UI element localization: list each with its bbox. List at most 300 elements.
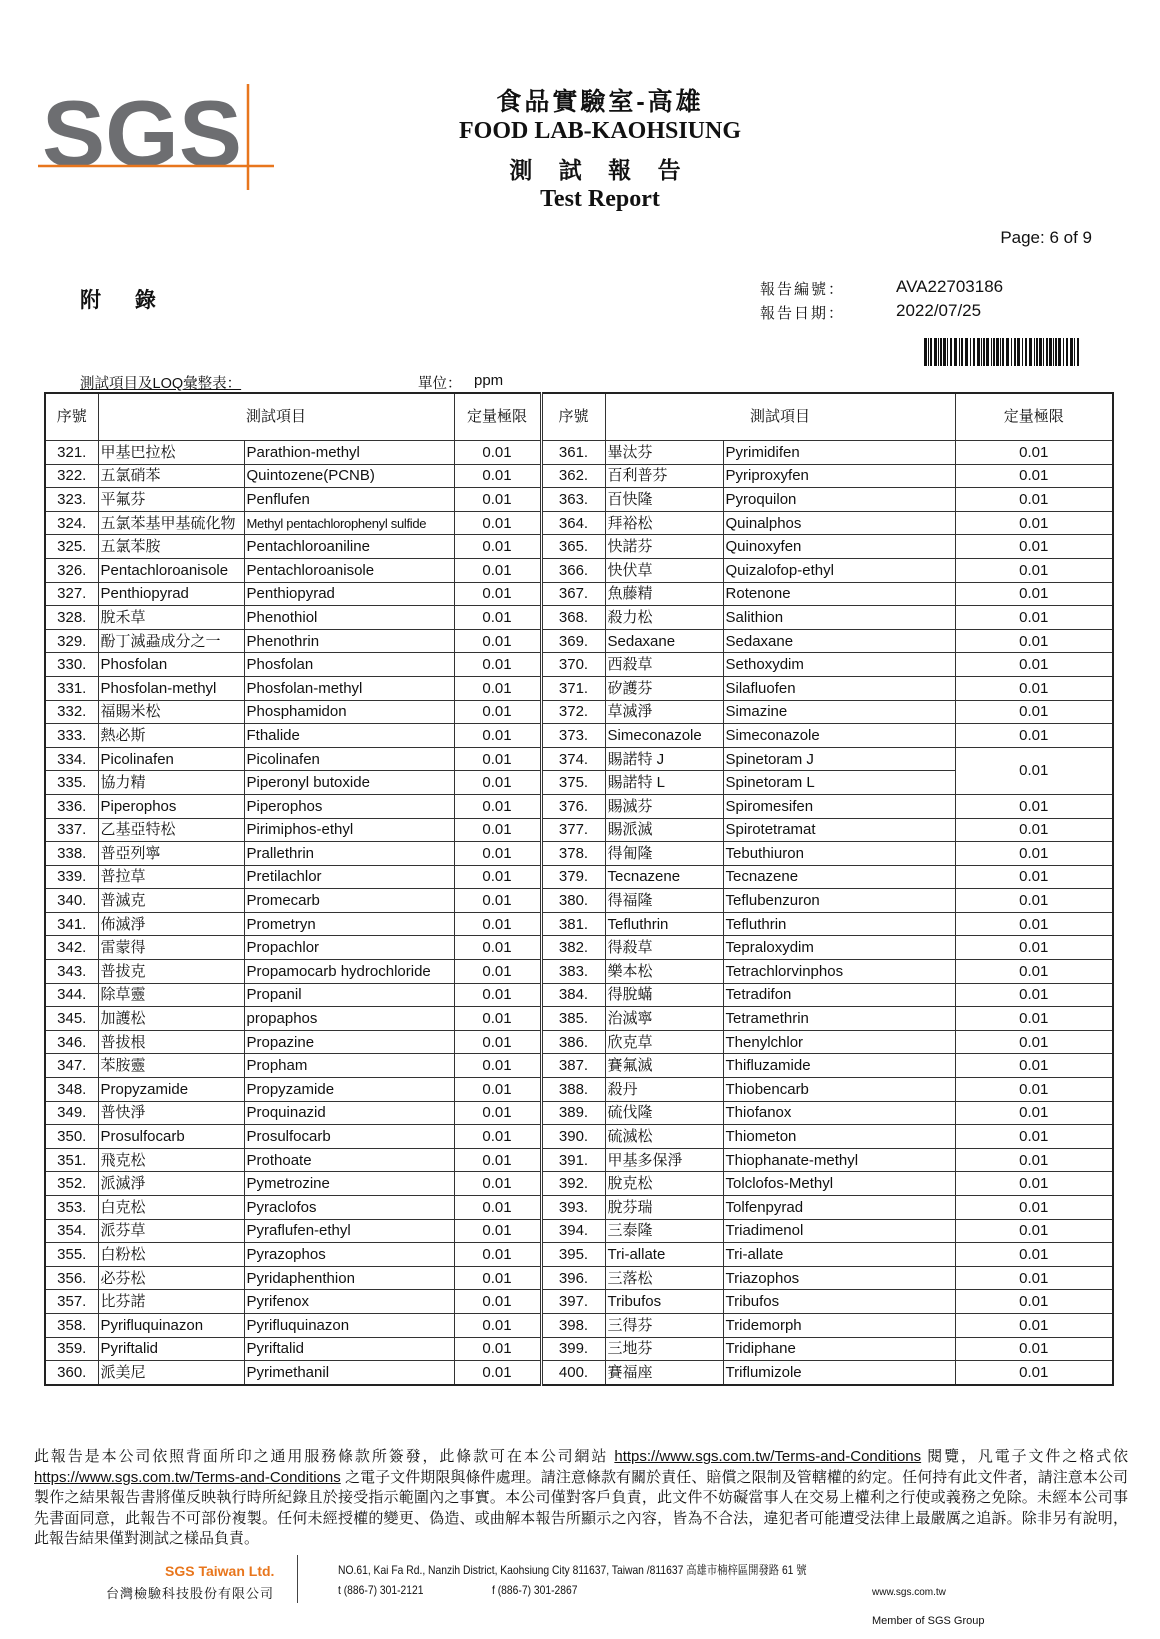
row-number: 396. (541, 1266, 605, 1290)
row-number: 357. (45, 1290, 98, 1314)
item-name-zh: 畢汰芬 (605, 441, 723, 465)
row-number: 378. (541, 842, 605, 866)
item-name-en: Tepraloxydim (723, 936, 955, 960)
report-date-label: 報告日期： (760, 305, 846, 322)
item-name-en: Salithion (723, 606, 955, 630)
row-number: 328. (45, 606, 98, 630)
item-name-zh: 得殺草 (605, 936, 723, 960)
item-name-en: Spirotetramat (723, 818, 955, 842)
unit-value: ppm (474, 372, 504, 389)
row-number: 352. (45, 1172, 98, 1196)
table-row (45, 771, 1113, 795)
loq-value: 0.01 (955, 1219, 1113, 1243)
item-name-zh: 得匍隆 (605, 842, 723, 866)
loq-value: 0.01 (955, 1054, 1113, 1078)
item-name-en: Thenylchlor (723, 1030, 955, 1054)
row-number: 385. (541, 1007, 605, 1031)
table-row (45, 1196, 1113, 1220)
item-name-zh: 五氯苯胺 (98, 535, 244, 559)
row-number: 334. (45, 747, 98, 771)
item-name-zh: 白克松 (98, 1196, 244, 1220)
item-name-zh: 魚藤精 (605, 582, 723, 606)
item-name-zh: 普拔克 (98, 960, 244, 984)
item-name-en: Tridiphane (723, 1337, 955, 1361)
item-name-zh: 硫伐隆 (605, 1101, 723, 1125)
item-name-en: Tolclofos-Methyl (723, 1172, 955, 1196)
item-name-zh: 佈滅淨 (98, 912, 244, 936)
row-number: 323. (45, 488, 98, 512)
item-name-en: Promecarb (244, 889, 454, 913)
item-name-en: Prothoate (244, 1148, 454, 1172)
loq-value: 0.01 (955, 1290, 1113, 1314)
loq-value: 0.01 (454, 1361, 541, 1385)
row-number: 327. (45, 582, 98, 606)
loq-value: 0.01 (955, 1266, 1113, 1290)
row-number: 333. (45, 724, 98, 748)
item-name-zh: 快伏草 (605, 558, 723, 582)
item-name-zh: 苯胺靈 (98, 1054, 244, 1078)
item-name-en: Thiometon (723, 1125, 955, 1149)
item-name-en: Picolinafen (244, 747, 454, 771)
loq-value: 0.01 (454, 511, 541, 535)
item-name-en: Pentachloroanisole (244, 558, 454, 582)
loq-value: 0.01 (454, 1313, 541, 1337)
item-name-zh: 乙基亞特松 (98, 818, 244, 842)
row-number: 400. (541, 1361, 605, 1385)
table-row (45, 889, 1113, 913)
row-number: 388. (541, 1078, 605, 1102)
loq-value: 0.01 (955, 983, 1113, 1007)
row-number: 338. (45, 842, 98, 866)
item-name-en: Pyrimidifen (723, 441, 955, 465)
table-row (45, 1290, 1113, 1314)
row-number: 390. (541, 1125, 605, 1149)
table-row (45, 1313, 1113, 1337)
company-tel: t (886-7) 301-2121 (338, 1583, 424, 1597)
table-row (45, 1172, 1113, 1196)
item-name-zh: 脫芬瑞 (605, 1196, 723, 1220)
item-name-zh: 普拔根 (98, 1030, 244, 1054)
table-row (45, 464, 1113, 488)
loq-value: 0.01 (454, 960, 541, 984)
row-number: 368. (541, 606, 605, 630)
table-row (45, 960, 1113, 984)
row-number: 329. (45, 629, 98, 653)
row-number: 391. (541, 1148, 605, 1172)
item-name-en: Rotenone (723, 582, 955, 606)
item-name-en: Methyl pentachlorophenyl sulfide (244, 511, 454, 535)
loq-value: 0.01 (955, 606, 1113, 630)
row-number: 367. (541, 582, 605, 606)
item-name-zh: 比芬諾 (98, 1290, 244, 1314)
row-number: 379. (541, 865, 605, 889)
item-name-en: Prometryn (244, 912, 454, 936)
item-name-en: Thiobencarb (723, 1078, 955, 1102)
terms-text-1: 此報告是本公司依照背面所印之通用服務條款所簽發，此條款可在本公司網站 (34, 1448, 615, 1465)
row-number: 322. (45, 464, 98, 488)
row-number: 330. (45, 653, 98, 677)
row-number: 363. (541, 488, 605, 512)
table-header-row (45, 393, 1113, 441)
row-number: 337. (45, 818, 98, 842)
loq-value: 0.01 (454, 464, 541, 488)
loq-value: 0.01 (454, 653, 541, 677)
row-number: 324. (45, 511, 98, 535)
loq-table (44, 392, 1114, 1386)
item-name-zh: Phosfolan (98, 653, 244, 677)
report-title-zh: 測 試 報 告 (509, 157, 691, 183)
item-name-en: Triazophos (723, 1266, 955, 1290)
item-name-en: Propham (244, 1054, 454, 1078)
table-row (45, 983, 1113, 1007)
row-number: 375. (541, 771, 605, 795)
item-name-zh: 得福隆 (605, 889, 723, 913)
item-name-zh: Penthiopyrad (98, 582, 244, 606)
item-name-en: Tribufos (723, 1290, 955, 1314)
row-number: 354. (45, 1219, 98, 1243)
row-number: 350. (45, 1125, 98, 1149)
loq-value: 0.01 (955, 794, 1113, 818)
item-name-zh: 硫滅松 (605, 1125, 723, 1149)
item-name-zh: 福賜米松 (98, 700, 244, 724)
table-row (45, 582, 1113, 606)
loq-value: 0.01 (955, 700, 1113, 724)
item-name-zh: 治滅寧 (605, 1007, 723, 1031)
loq-value: 0.01 (454, 818, 541, 842)
loq-value: 0.01 (955, 818, 1113, 842)
loq-value: 0.01 (955, 724, 1113, 748)
row-number: 362. (541, 464, 605, 488)
item-name-zh: 拜裕松 (605, 511, 723, 535)
item-name-en: Spiromesifen (723, 794, 955, 818)
loq-value: 0.01 (454, 1243, 541, 1267)
item-name-zh: 普快淨 (98, 1101, 244, 1125)
row-number: 386. (541, 1030, 605, 1054)
barcode (924, 338, 1082, 366)
item-name-en: Propanil (244, 983, 454, 1007)
item-name-en: Phenothrin (244, 629, 454, 653)
loq-value: 0.01 (454, 606, 541, 630)
row-number: 365. (541, 535, 605, 559)
loq-value: 0.01 (955, 1125, 1113, 1149)
company-name-zh: 台灣檢驗科技股份有限公司 (106, 1586, 275, 1601)
item-name-en: Quinoxyfen (723, 535, 955, 559)
row-number: 346. (45, 1030, 98, 1054)
sgs-logo (38, 84, 290, 190)
table-row (45, 535, 1113, 559)
item-name-zh: 白粉松 (98, 1243, 244, 1267)
row-number: 355. (45, 1243, 98, 1267)
table-row (45, 488, 1113, 512)
report-date: 2022/07/25 (896, 301, 982, 320)
row-number: 349. (45, 1101, 98, 1125)
item-name-zh: 雷蒙得 (98, 936, 244, 960)
item-name-zh: 甲基多保淨 (605, 1148, 723, 1172)
item-name-zh: Pyriftalid (98, 1337, 244, 1361)
loq-value: 0.01 (955, 1337, 1113, 1361)
table-row (45, 912, 1113, 936)
loq-value: 0.01 (955, 747, 1113, 794)
loq-value: 0.01 (955, 1101, 1113, 1125)
item-name-zh: Simeconazole (605, 724, 723, 748)
loq-value: 0.01 (454, 1219, 541, 1243)
item-name-en: Triadimenol (723, 1219, 955, 1243)
row-number: 359. (45, 1337, 98, 1361)
item-name-en: Proquinazid (244, 1101, 454, 1125)
item-name-en: Phosphamidon (244, 700, 454, 724)
item-name-en: Pyrifluquinazon (244, 1313, 454, 1337)
item-name-en: Pyraclofos (244, 1196, 454, 1220)
row-number: 340. (45, 889, 98, 913)
item-name-zh: 百利普芬 (605, 464, 723, 488)
row-number: 393. (541, 1196, 605, 1220)
item-name-zh: 快諾芬 (605, 535, 723, 559)
table-row (45, 1243, 1113, 1267)
loq-value: 0.01 (454, 1030, 541, 1054)
row-number: 353. (45, 1196, 98, 1220)
item-name-en: Tebuthiuron (723, 842, 955, 866)
row-number: 361. (541, 441, 605, 465)
item-name-en: Pretilachlor (244, 865, 454, 889)
item-name-zh: 協力精 (98, 771, 244, 795)
item-name-en: Prallethrin (244, 842, 454, 866)
table-row (45, 936, 1113, 960)
item-name-en: Phosfolan-methyl (244, 676, 454, 700)
loq-value: 0.01 (454, 1172, 541, 1196)
item-name-en: Spinetoram L (723, 771, 955, 795)
loq-value: 0.01 (955, 1007, 1113, 1031)
table-row (45, 676, 1113, 700)
item-name-zh: 賜派滅 (605, 818, 723, 842)
table-row (45, 700, 1113, 724)
table-row (45, 865, 1113, 889)
page-number: Page: 6 of 9 (1000, 228, 1092, 247)
item-name-zh: Tri-allate (605, 1243, 723, 1267)
item-name-zh: 賜滅芬 (605, 794, 723, 818)
table-row (45, 653, 1113, 677)
loq-value: 0.01 (955, 960, 1113, 984)
table-row (45, 511, 1113, 535)
table-row (45, 629, 1113, 653)
table-row (45, 1007, 1113, 1031)
terms-link-2[interactable]: https://www.sgs.com.tw/Terms-and-Conditions (34, 1468, 341, 1486)
table-row (45, 1125, 1113, 1149)
item-name-en: Tefluthrin (723, 912, 955, 936)
item-name-zh: 甲基巴拉松 (98, 441, 244, 465)
item-name-zh: 西殺草 (605, 653, 723, 677)
item-name-zh: 三地芬 (605, 1337, 723, 1361)
row-number: 347. (45, 1054, 98, 1078)
row-number: 381. (541, 912, 605, 936)
row-number: 372. (541, 700, 605, 724)
item-name-zh: 草滅淨 (605, 700, 723, 724)
loq-value: 0.01 (955, 1196, 1113, 1220)
item-name-zh: 殺力松 (605, 606, 723, 630)
row-number: 342. (45, 936, 98, 960)
item-name-en: Thifluzamide (723, 1054, 955, 1078)
loq-value: 0.01 (955, 889, 1113, 913)
unit-label: 單位： (418, 376, 462, 392)
item-name-en: Tetradifon (723, 983, 955, 1007)
loq-value: 0.01 (955, 464, 1113, 488)
item-name-zh: 五氯苯基甲基硫化物 (98, 511, 244, 535)
row-number: 382. (541, 936, 605, 960)
item-name-en: Simazine (723, 700, 955, 724)
item-name-en: Quintozene(PCNB) (244, 464, 454, 488)
loq-value: 0.01 (454, 1054, 541, 1078)
row-number: 397. (541, 1290, 605, 1314)
item-name-en: Simeconazole (723, 724, 955, 748)
table-row (45, 1030, 1113, 1054)
loq-value: 0.01 (955, 441, 1113, 465)
loq-value: 0.01 (454, 724, 541, 748)
member-of-group: Member of SGS Group (872, 1615, 985, 1627)
item-name-en: Triflumizole (723, 1361, 955, 1385)
row-number: 384. (541, 983, 605, 1007)
row-number: 399. (541, 1337, 605, 1361)
row-number: 351. (45, 1148, 98, 1172)
item-name-en: Quinalphos (723, 511, 955, 535)
item-name-en: Propamocarb hydrochloride (244, 960, 454, 984)
item-name-zh: 加護松 (98, 1007, 244, 1031)
lab-name-zh: 食品實驗室-高雄 (496, 88, 704, 116)
item-name-zh: 派芬草 (98, 1219, 244, 1243)
item-name-en: Tri-allate (723, 1243, 955, 1267)
loq-value: 0.01 (955, 535, 1113, 559)
terms-text-2: 閱覽，凡電子文件之格式依 (921, 1448, 1129, 1465)
item-name-en: Sethoxydim (723, 653, 955, 677)
item-name-zh: 賽福座 (605, 1361, 723, 1385)
item-name-en: Thiophanate-methyl (723, 1148, 955, 1172)
loq-value: 0.01 (454, 794, 541, 818)
item-name-zh: Pyrifluquinazon (98, 1313, 244, 1337)
row-number: 369. (541, 629, 605, 653)
loq-value: 0.01 (454, 1148, 541, 1172)
item-name-en: Quizalofop-ethyl (723, 558, 955, 582)
table-row (45, 1078, 1113, 1102)
item-name-zh: 三泰隆 (605, 1219, 723, 1243)
header-loq: 定量極限 (454, 393, 541, 441)
report-title-en: Test Report (540, 186, 660, 212)
loq-value: 0.01 (955, 936, 1113, 960)
loq-value: 0.01 (955, 629, 1113, 653)
row-number: 343. (45, 960, 98, 984)
item-name-zh: 派美尼 (98, 1361, 244, 1385)
company-website[interactable]: www.sgs.com.tw (872, 1587, 946, 1598)
loq-value: 0.01 (454, 1266, 541, 1290)
item-name-zh: 普亞列寧 (98, 842, 244, 866)
loq-value: 0.01 (454, 1125, 541, 1149)
item-name-zh: 賜諾特 L (605, 771, 723, 795)
item-name-zh: Phosfolan-methyl (98, 676, 244, 700)
item-name-en: Pyriftalid (244, 1337, 454, 1361)
item-name-en: Phosfolan (244, 653, 454, 677)
item-name-zh: Propyzamide (98, 1078, 244, 1102)
item-name-en: Spinetoram J (723, 747, 955, 771)
table-row (45, 606, 1113, 630)
table-caption: 測試項目及LOQ彙整表： (80, 376, 242, 392)
item-name-zh: 熱必斯 (98, 724, 244, 748)
row-number: 371. (541, 676, 605, 700)
item-name-zh: 賜諾特 J (605, 747, 723, 771)
header-item: 測試項目 (98, 393, 454, 441)
loq-value: 0.01 (955, 1172, 1113, 1196)
row-number: 326. (45, 558, 98, 582)
header-loq: 定量極限 (955, 393, 1113, 441)
loq-value: 0.01 (454, 747, 541, 771)
loq-value: 0.01 (955, 1361, 1113, 1385)
row-number: 325. (45, 535, 98, 559)
table-row (45, 842, 1113, 866)
row-number: 364. (541, 511, 605, 535)
item-name-zh: Tecnazene (605, 865, 723, 889)
loq-value: 0.01 (454, 488, 541, 512)
row-number: 383. (541, 960, 605, 984)
row-number: 398. (541, 1313, 605, 1337)
item-name-en: Silafluofen (723, 676, 955, 700)
loq-value: 0.01 (955, 1313, 1113, 1337)
loq-value: 0.01 (454, 1078, 541, 1102)
item-name-zh: 除草靈 (98, 983, 244, 1007)
item-name-en: Piperophos (244, 794, 454, 818)
table-row (45, 1148, 1113, 1172)
report-no-label: 報告編號： (760, 281, 846, 298)
loq-value: 0.01 (454, 842, 541, 866)
item-name-zh: 樂本松 (605, 960, 723, 984)
loq-value: 0.01 (454, 1196, 541, 1220)
loq-value: 0.01 (955, 1078, 1113, 1102)
loq-value: 0.01 (454, 1101, 541, 1125)
item-name-en: Propachlor (244, 936, 454, 960)
item-name-en: Propazine (244, 1030, 454, 1054)
loq-value: 0.01 (454, 582, 541, 606)
item-name-en: Prosulfocarb (244, 1125, 454, 1149)
table-row (45, 747, 1113, 771)
loq-value: 0.01 (454, 441, 541, 465)
item-name-en: Propyzamide (244, 1078, 454, 1102)
table-row (45, 558, 1113, 582)
item-name-en: Pyrazophos (244, 1243, 454, 1267)
table-row (45, 818, 1113, 842)
loq-value: 0.01 (955, 842, 1113, 866)
table-row (45, 1337, 1113, 1361)
item-name-zh: 脫禾草 (98, 606, 244, 630)
table-row (45, 1219, 1113, 1243)
item-name-en: Pyrimethanil (244, 1361, 454, 1385)
loq-value: 0.01 (454, 983, 541, 1007)
terms-link-1[interactable]: https://www.sgs.com.tw/Terms-and-Conditions (614, 1448, 922, 1465)
loq-value: 0.01 (454, 771, 541, 795)
loq-value: 0.01 (955, 511, 1113, 535)
company-name-en: SGS Taiwan Ltd. (165, 1563, 275, 1579)
item-name-en: Pyriproxyfen (723, 464, 955, 488)
item-name-zh: 五氯硝苯 (98, 464, 244, 488)
loq-value: 0.01 (955, 1243, 1113, 1267)
item-name-zh: Piperophos (98, 794, 244, 818)
loq-value: 0.01 (955, 912, 1113, 936)
item-name-zh: 普拉草 (98, 865, 244, 889)
loq-value: 0.01 (955, 676, 1113, 700)
loq-value: 0.01 (955, 1148, 1113, 1172)
item-name-zh: Pentachloroanisole (98, 558, 244, 582)
header-item: 測試項目 (605, 393, 955, 441)
table-row (45, 1361, 1113, 1385)
row-number: 336. (45, 794, 98, 818)
item-name-zh: 殺丹 (605, 1078, 723, 1102)
row-number: 345. (45, 1007, 98, 1031)
item-name-zh: Tribufos (605, 1290, 723, 1314)
item-name-en: Parathion-methyl (244, 441, 454, 465)
